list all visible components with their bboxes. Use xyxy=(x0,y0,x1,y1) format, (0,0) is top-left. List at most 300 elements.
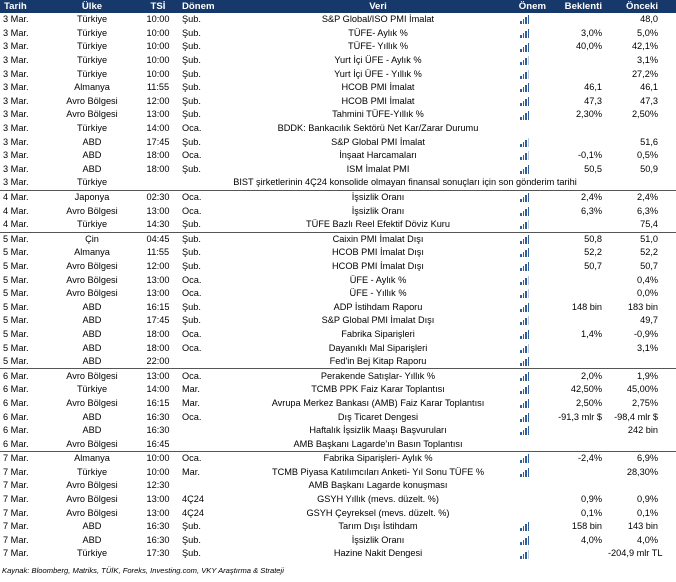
row-period: Şub. xyxy=(182,55,201,66)
row-date: 7 Mar. xyxy=(3,453,29,464)
row-data: BDDK: Bankacılık Sektörü Net Kar/Zarar Durumu xyxy=(277,123,479,134)
row-period: Oca. xyxy=(182,205,202,216)
row-time: 14:30 xyxy=(134,218,182,232)
table-row xyxy=(0,547,676,561)
row-previous xyxy=(608,122,676,136)
table-row xyxy=(0,176,676,190)
table-row xyxy=(0,383,676,397)
importance-bars-icon xyxy=(520,550,530,559)
row-country: Avro Bölgesi xyxy=(66,397,118,408)
row-data: Hazine Nakit Dengesi xyxy=(333,548,423,559)
row-time: 18:00 xyxy=(146,328,170,339)
row-previous: 75,4 xyxy=(608,218,676,232)
row-period: Mar. xyxy=(182,397,200,408)
row-expected: 52,2 xyxy=(584,247,602,258)
header-period: Dönem xyxy=(182,0,252,13)
row-data: HCOB PMI İmalat Dışı xyxy=(332,260,424,271)
row-data: S&P Global/ISO PMI İmalat xyxy=(321,14,435,25)
row-country: Avro Bölgesi xyxy=(66,260,118,271)
row-country: Türkiye xyxy=(50,218,134,232)
table-row xyxy=(0,300,676,314)
table-row xyxy=(0,246,676,260)
row-previous: 3,1% xyxy=(637,342,658,353)
row-importance xyxy=(504,341,546,355)
row-period xyxy=(182,355,252,369)
table-row xyxy=(0,273,676,287)
row-previous: -0,9% xyxy=(633,328,658,339)
row-importance xyxy=(504,27,546,41)
row-data: Dış Ticaret Dengesi xyxy=(337,411,419,422)
table-row xyxy=(0,204,676,218)
row-time: 13:00 xyxy=(146,288,170,299)
row-previous: 5,0% xyxy=(637,27,658,38)
row-country: Avro Bölgesi xyxy=(66,288,118,299)
row-time: 11:55 xyxy=(146,247,170,258)
table-row xyxy=(0,54,676,68)
row-country: Türkiye xyxy=(76,384,108,395)
importance-bars-icon xyxy=(520,97,530,106)
table-row xyxy=(0,328,676,342)
table-row xyxy=(0,493,676,507)
row-period: 4Ç24 xyxy=(182,494,204,505)
row-previous: 0,9% xyxy=(637,494,658,505)
row-date: 5 Mar. xyxy=(3,260,29,271)
row-date: 3 Mar. xyxy=(3,68,29,79)
importance-bars-icon xyxy=(520,330,530,339)
row-expected xyxy=(546,424,608,438)
row-time: 10:00 xyxy=(146,453,170,464)
importance-bars-icon xyxy=(520,316,530,325)
row-importance xyxy=(504,369,546,383)
row-data: TÜFE- Yıllık % xyxy=(347,41,409,52)
table-row xyxy=(0,397,676,411)
row-expected xyxy=(546,547,608,561)
row-country: ABD xyxy=(82,411,102,422)
row-data: İnşaat Harcamaları xyxy=(339,150,417,161)
table-row xyxy=(0,40,676,54)
header-expected: Beklenti xyxy=(546,0,608,13)
header-row xyxy=(0,0,676,13)
table-row xyxy=(0,314,676,328)
row-time: 22:00 xyxy=(134,355,182,369)
table-row xyxy=(0,506,676,520)
row-country: Japonya xyxy=(74,192,110,203)
importance-bars-icon xyxy=(520,248,530,257)
row-country: Türkiye xyxy=(76,27,108,38)
row-time: 10:00 xyxy=(146,68,170,79)
row-data: TÜFE Bazlı Reel Efektif Döviz Kuru xyxy=(252,218,504,232)
table-row xyxy=(0,13,676,27)
importance-bars-icon xyxy=(520,138,530,147)
row-expected xyxy=(546,13,608,27)
row-country: ABD xyxy=(82,150,102,161)
table-row xyxy=(0,81,676,95)
row-period: Şub. xyxy=(182,301,201,312)
row-expected: 158 bin xyxy=(571,521,602,532)
row-date: 3 Mar. xyxy=(3,95,29,106)
row-time: 13:00 xyxy=(146,370,170,381)
row-previous xyxy=(608,355,676,369)
row-expected: 40,0% xyxy=(575,41,602,52)
row-time: 16:30 xyxy=(146,521,170,532)
row-time: 11:55 xyxy=(146,82,170,93)
row-period: Şub. xyxy=(182,27,201,38)
row-time: 10:00 xyxy=(146,55,170,66)
row-previous: 6,3% xyxy=(637,205,658,216)
row-importance xyxy=(504,135,546,149)
row-importance xyxy=(504,314,546,328)
row-period: Şub. xyxy=(182,548,201,559)
row-previous: 2,50% xyxy=(631,109,658,120)
header-time: TSİ xyxy=(134,0,182,13)
row-country: Avro Bölgesi xyxy=(50,437,134,451)
row-period: Şub. xyxy=(182,82,201,93)
row-time: 16:15 xyxy=(146,397,170,408)
row-expected: 47,3 xyxy=(584,95,602,106)
importance-bars-icon xyxy=(520,536,530,545)
importance-bars-icon xyxy=(520,262,530,271)
importance-bars-icon xyxy=(520,372,530,381)
row-previous: 0,0% xyxy=(637,288,658,299)
row-time: 10:00 xyxy=(146,41,170,52)
row-importance xyxy=(504,204,546,218)
row-importance xyxy=(504,520,546,534)
importance-bars-icon xyxy=(520,83,530,92)
row-importance xyxy=(504,95,546,109)
importance-bars-icon xyxy=(520,399,530,408)
row-previous: 50,7 xyxy=(640,260,658,271)
row-importance xyxy=(504,232,546,246)
row-importance xyxy=(504,108,546,122)
row-country: ABD xyxy=(82,534,102,545)
row-expected xyxy=(546,135,608,149)
row-data: Dayanıklı Mal Siparişleri xyxy=(328,342,428,353)
row-date: 3 Mar. xyxy=(3,163,29,174)
row-period: Şub. xyxy=(182,260,201,271)
row-expected xyxy=(546,287,608,301)
row-time: 10:00 xyxy=(146,27,170,38)
row-date: 6 Mar. xyxy=(3,425,29,436)
row-time: 16:30 xyxy=(146,411,170,422)
row-importance xyxy=(504,397,546,411)
row-data: ÜFE - Aylık % xyxy=(349,274,407,285)
row-previous: 50,9 xyxy=(640,163,658,174)
row-country: ABD xyxy=(82,163,102,174)
row-time: 12:00 xyxy=(146,260,170,271)
row-date: 3 Mar. xyxy=(3,14,29,25)
row-importance xyxy=(504,67,546,81)
row-country: ABD xyxy=(82,328,102,339)
row-date: 7 Mar. xyxy=(3,466,29,477)
row-country: ABD xyxy=(82,136,102,147)
row-date: 4 Mar. xyxy=(0,218,50,232)
row-expected: -0,1% xyxy=(577,150,602,161)
row-previous: 3,1% xyxy=(637,55,658,66)
row-expected: 4,0% xyxy=(581,534,602,545)
table-row xyxy=(0,341,676,355)
table-row xyxy=(0,369,676,383)
row-importance xyxy=(504,287,546,301)
row-previous: 1,9% xyxy=(637,370,658,381)
row-country: Almanya xyxy=(74,453,110,464)
row-previous: 27,2% xyxy=(631,68,658,79)
header-data: Veri xyxy=(252,0,504,13)
row-data: Tarım Dışı İstihdam xyxy=(338,521,418,532)
row-country: Türkiye xyxy=(76,55,108,66)
row-country: Türkiye xyxy=(76,466,108,477)
importance-bars-icon xyxy=(520,426,530,435)
row-time: 13:00 xyxy=(146,274,170,285)
row-date: 7 Mar. xyxy=(3,494,29,505)
row-importance xyxy=(504,54,546,68)
row-data: Perakende Satışlar- Yıllık % xyxy=(320,370,436,381)
row-importance xyxy=(504,506,546,520)
row-previous: 49,7 xyxy=(640,315,658,326)
row-date: 3 Mar. xyxy=(3,150,29,161)
row-period: Şub. xyxy=(182,218,252,232)
row-previous: 242 bin xyxy=(627,425,658,436)
table-row xyxy=(0,27,676,41)
row-period: Oca. xyxy=(182,274,202,285)
row-previous: 46,1 xyxy=(640,82,658,93)
importance-bars-icon xyxy=(520,193,530,202)
row-previous: 4,0% xyxy=(637,534,658,545)
row-country: Avro Bölgesi xyxy=(66,205,118,216)
row-period: Oca. xyxy=(182,411,202,422)
importance-bars-icon xyxy=(520,454,530,463)
row-date: 6 Mar. xyxy=(3,411,29,422)
row-time: 17:30 xyxy=(146,548,170,559)
row-expected: 50,5 xyxy=(584,163,602,174)
row-time: 13:00 xyxy=(146,109,170,120)
row-importance xyxy=(504,190,546,204)
row-time: 18:00 xyxy=(146,342,170,353)
row-previous: 52,2 xyxy=(640,247,658,258)
table-row xyxy=(0,95,676,109)
importance-bars-icon xyxy=(520,151,530,160)
row-date: 5 Mar. xyxy=(3,233,29,244)
row-importance xyxy=(504,122,546,136)
row-date: 6 Mar. xyxy=(3,370,29,381)
row-time: 16:30 xyxy=(146,534,170,545)
row-previous: 0,5% xyxy=(637,150,658,161)
row-importance xyxy=(504,246,546,260)
row-importance xyxy=(504,383,546,397)
row-country: Türkiye xyxy=(50,176,134,190)
row-data: TCMB Piyasa Katılımcıları Anketi- Yıl Sonu TÜFE % xyxy=(271,466,485,477)
row-data: HCOB PMI İmalat xyxy=(341,95,415,106)
row-importance xyxy=(504,13,546,27)
row-expected xyxy=(546,67,608,81)
importance-bars-icon xyxy=(520,220,530,229)
row-time: 16:15 xyxy=(146,301,170,312)
row-country: ABD xyxy=(50,355,134,369)
row-previous: 28,30% xyxy=(626,466,658,477)
table-row xyxy=(0,232,676,246)
row-previous: 48,0 xyxy=(640,14,658,25)
row-data: AMB Başkanı Lagarde konuşması xyxy=(308,480,448,491)
row-data: İşsizlik Oranı xyxy=(351,205,405,216)
row-data: Haftalık İşsizlik Maaşı Başvuruları xyxy=(309,425,447,436)
row-date: 4 Mar. xyxy=(3,192,29,203)
row-date: 5 Mar. xyxy=(3,247,29,258)
row-period: Oca. xyxy=(182,453,202,464)
row-previous: 2,4% xyxy=(637,192,658,203)
row-expected: 0,1% xyxy=(581,507,602,518)
row-period: Şub. xyxy=(182,163,201,174)
row-time: 16:30 xyxy=(146,425,170,436)
row-expected: 2,4% xyxy=(581,192,602,203)
table-row xyxy=(0,67,676,81)
row-importance xyxy=(504,437,546,451)
row-country: Avro Bölgesi xyxy=(66,370,118,381)
row-time: 17:45 xyxy=(146,315,170,326)
header-importance: Önem xyxy=(504,0,546,13)
row-previous: 2,75% xyxy=(631,397,658,408)
row-country: Almanya xyxy=(74,247,110,258)
row-country: ABD xyxy=(82,342,102,353)
table-row xyxy=(0,163,676,177)
row-period: Oca. xyxy=(182,123,202,134)
row-importance xyxy=(504,273,546,287)
row-expected: 2,0% xyxy=(581,370,602,381)
table-row xyxy=(0,534,676,548)
row-period: Şub. xyxy=(182,95,201,106)
row-expected: 46,1 xyxy=(584,82,602,93)
row-expected: 3,0% xyxy=(581,27,602,38)
row-expected: 1,4% xyxy=(581,328,602,339)
importance-bars-icon xyxy=(520,413,530,422)
row-period xyxy=(182,437,252,451)
row-importance xyxy=(504,452,546,466)
row-previous: 0,4% xyxy=(637,274,658,285)
row-date: 5 Mar. xyxy=(3,288,29,299)
row-country: Almanya xyxy=(74,82,110,93)
row-importance xyxy=(504,81,546,95)
table-row xyxy=(0,287,676,301)
row-expected: 148 bin xyxy=(571,301,602,312)
row-importance xyxy=(504,260,546,274)
row-expected: 6,3% xyxy=(581,205,602,216)
row-date: 3 Mar. xyxy=(3,55,29,66)
row-data: ADP İstihdam Raporu xyxy=(333,301,423,312)
row-country: Avro Bölgesi xyxy=(66,274,118,285)
importance-bars-icon xyxy=(520,468,530,477)
row-importance xyxy=(504,547,546,561)
table-row xyxy=(0,479,676,493)
row-country: ABD xyxy=(82,301,102,312)
row-period: Şub. xyxy=(182,41,201,52)
importance-bars-icon xyxy=(520,15,530,24)
row-time: 14:00 xyxy=(146,123,170,134)
row-country: Türkiye xyxy=(76,123,108,134)
row-importance xyxy=(504,479,546,493)
row-importance xyxy=(504,149,546,163)
row-country: ABD xyxy=(82,521,102,532)
row-expected: 42,50% xyxy=(570,384,602,395)
table-row xyxy=(0,122,676,136)
row-period: Oca. xyxy=(182,192,202,203)
row-data: Fabrika Siparişleri xyxy=(341,328,415,339)
row-expected: 2,30% xyxy=(575,109,602,120)
row-data: HCOB PMI İmalat xyxy=(341,82,415,93)
row-period xyxy=(182,479,252,493)
row-period: Şub. xyxy=(182,521,201,532)
table-row xyxy=(0,355,676,369)
row-time: 02:30 xyxy=(146,192,170,203)
row-expected xyxy=(546,314,608,328)
row-previous: 0,1% xyxy=(637,507,658,518)
row-expected xyxy=(546,479,608,493)
row-date: 6 Mar. xyxy=(3,397,29,408)
row-date: 7 Mar. xyxy=(3,521,29,532)
row-data: Fabrika Siparişleri- Aylık % xyxy=(323,453,433,464)
importance-bars-icon xyxy=(520,29,530,38)
row-country: Türkiye xyxy=(76,41,108,52)
row-date: 3 Mar. xyxy=(3,109,29,120)
table-row xyxy=(0,520,676,534)
row-time: 04:45 xyxy=(146,233,170,244)
row-data: AMB Başkanı Lagarde'ın Basın Toplantısı xyxy=(252,437,504,451)
row-country: Avro Bölgesi xyxy=(66,109,118,120)
table-row xyxy=(0,260,676,274)
row-country: Türkiye xyxy=(76,548,108,559)
row-country: Avro Bölgesi xyxy=(66,494,118,505)
row-period: Şub. xyxy=(182,136,201,147)
row-period: Oca. xyxy=(182,150,202,161)
row-data: ÜFE - Yıllık % xyxy=(349,288,407,299)
importance-bars-icon xyxy=(520,344,530,353)
row-date: 4 Mar. xyxy=(3,205,29,216)
row-previous: -98,4 mlr $ xyxy=(614,411,658,422)
table-row xyxy=(0,437,676,451)
table-row xyxy=(0,424,676,438)
row-date: 3 Mar. xyxy=(3,123,29,134)
row-data: HCOB PMI İmalat Dışı xyxy=(332,247,424,258)
row-time: 18:00 xyxy=(146,163,170,174)
header-previous: Önceki xyxy=(608,0,676,13)
row-data: İşsizlik Oranı xyxy=(351,192,405,203)
table-row xyxy=(0,149,676,163)
table-row xyxy=(0,218,676,232)
row-note: BIST şirketlerinin 4Ç24 konsolide olmayan finansal sonuçları için son gönderim tarihi xyxy=(134,176,676,190)
row-data: ISM İmalat PMI xyxy=(346,163,410,174)
row-period xyxy=(182,424,252,438)
row-period: Şub. xyxy=(182,14,201,25)
row-time: 13:00 xyxy=(146,507,170,518)
importance-bars-icon xyxy=(520,385,530,394)
row-importance xyxy=(504,355,546,369)
row-previous xyxy=(608,479,676,493)
row-date: 7 Mar. xyxy=(3,548,29,559)
row-importance xyxy=(504,163,546,177)
row-country: Türkiye xyxy=(76,14,108,25)
importance-bars-icon xyxy=(520,357,530,366)
row-period: Şub. xyxy=(182,233,201,244)
row-previous: 45,00% xyxy=(626,384,658,395)
row-expected xyxy=(546,273,608,287)
row-time: 18:00 xyxy=(146,150,170,161)
row-importance xyxy=(504,40,546,54)
row-date: 5 Mar. xyxy=(3,315,29,326)
row-previous: 47,3 xyxy=(640,95,658,106)
importance-bars-icon xyxy=(520,289,530,298)
importance-bars-icon xyxy=(520,70,530,79)
row-time: 16:45 xyxy=(134,437,182,451)
row-period: Oca. xyxy=(182,370,202,381)
importance-bars-icon xyxy=(520,207,530,216)
row-previous: 51,6 xyxy=(640,136,658,147)
